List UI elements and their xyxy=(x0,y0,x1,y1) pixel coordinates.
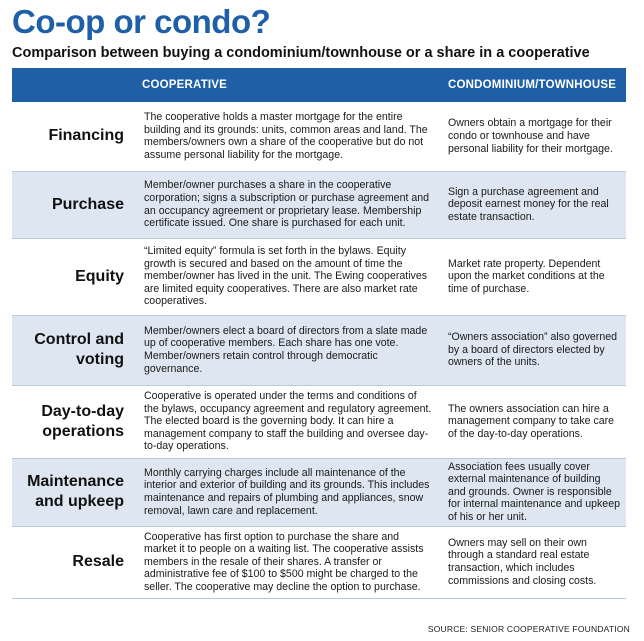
page-title: Co-op or condo? xyxy=(12,3,271,40)
table-row-day-to-day-operations xyxy=(12,385,626,458)
table-header-row xyxy=(12,68,626,102)
condo-cell: Association fees usually cover external maintenance of building and grounds. Owner is responsible for internal maintenance and upkeep of his or her unit. xyxy=(448,460,620,523)
page-subtitle: Comparison between buying a condominium/townhouse or a share in a cooperative xyxy=(12,45,590,61)
table-row-equity xyxy=(12,238,626,315)
source-credit: SOURCE: SENIOR COOPERATIVE FOUNDATION xyxy=(427,624,630,634)
condo-cell: The owners association can hire a management company to take care of the day-to-day operations. xyxy=(448,402,615,440)
row-label: Maintenance and upkeep xyxy=(27,473,124,510)
row-label: Purchase xyxy=(51,195,124,213)
row-label: Control and voting xyxy=(34,331,124,368)
condo-cell: Owners obtain a mortgage for their condo or townhouse and have personal liability for their mortgage. xyxy=(448,117,613,155)
table-row-resale xyxy=(12,526,626,598)
coop-cell: Member/owner purchases a share in the cooperative corporation; signs a subscription or purchase agreement and an occupancy agreement or proprietary lease. Membership certificate issued. One share is purchased for each unit. xyxy=(144,179,430,230)
row-label: Resale xyxy=(72,553,124,570)
coop-cell: Monthly carrying charges include all maintenance of the interior and exterior of building and its grounds. This includes maintenance and repairs of plumbing and appliances, snow removal, lawn care and replacement. xyxy=(144,466,430,517)
coop-cell: Cooperative has first option to purchase the share and market it to people on a waiting list. The cooperative assists members in the resale of their shares. A transfer or administrative fee of $100 to $500 might be charged to the seller. The cooperative may decline the option to purchase. xyxy=(144,530,424,593)
row-label: Day-to-day operations xyxy=(41,402,124,440)
condo-cell: Sign a purchase agreement and deposit earnest money for the real estate transaction. xyxy=(448,185,609,223)
coop-cell: Member/owners elect a board of directors from a slate made up of cooperative members. Each share has one vote. Member/owners retain control through democratic governance. xyxy=(144,324,428,375)
column-header-cooperative: COOPERATIVE xyxy=(134,68,440,102)
comparison-table xyxy=(12,68,626,599)
column-header-condominium: CONDOMINIUM/TOWNHOUSE xyxy=(440,68,626,102)
table-row-control-and-voting xyxy=(12,315,626,385)
condo-cell: Market rate property. Dependent upon the market conditions at the time of purchase. xyxy=(448,257,605,295)
table-row-purchase xyxy=(12,171,626,238)
column-header-label xyxy=(12,68,134,102)
row-label: Equity xyxy=(75,267,124,285)
coop-cell: “Limited equity” formula is set forth in the bylaws. Equity growth is secured and based on the amount of time the member/owner has lived in the unit. The Ewing cooperatives are limited equity cooperatives. There are also market rate cooperatives. xyxy=(144,245,428,308)
table-row-financing xyxy=(12,102,626,171)
coop-cell: The cooperative holds a master mortgage for the entire building and its grounds: units, common areas and land. The members/owners own a share of the cooperative but do not assume personal liability for the mortgage. xyxy=(144,111,428,161)
condo-cell: “Owners association” also governed by a board of directors elected by owners of the units. xyxy=(448,331,617,369)
row-label: Financing xyxy=(48,127,124,145)
condo-cell: Owners may sell on their own through a standard real estate transaction, which includes commissions and closing costs. xyxy=(448,536,597,587)
coop-cell: Cooperative is operated under the terms and conditions of the bylaws, occupancy agreement and regulatory agreement. The elected board is the governing body. It can hire a management company to staff the building and oversee day-to-day operations. xyxy=(144,390,432,453)
table-row-maintenance-and-upkeep xyxy=(12,458,626,526)
